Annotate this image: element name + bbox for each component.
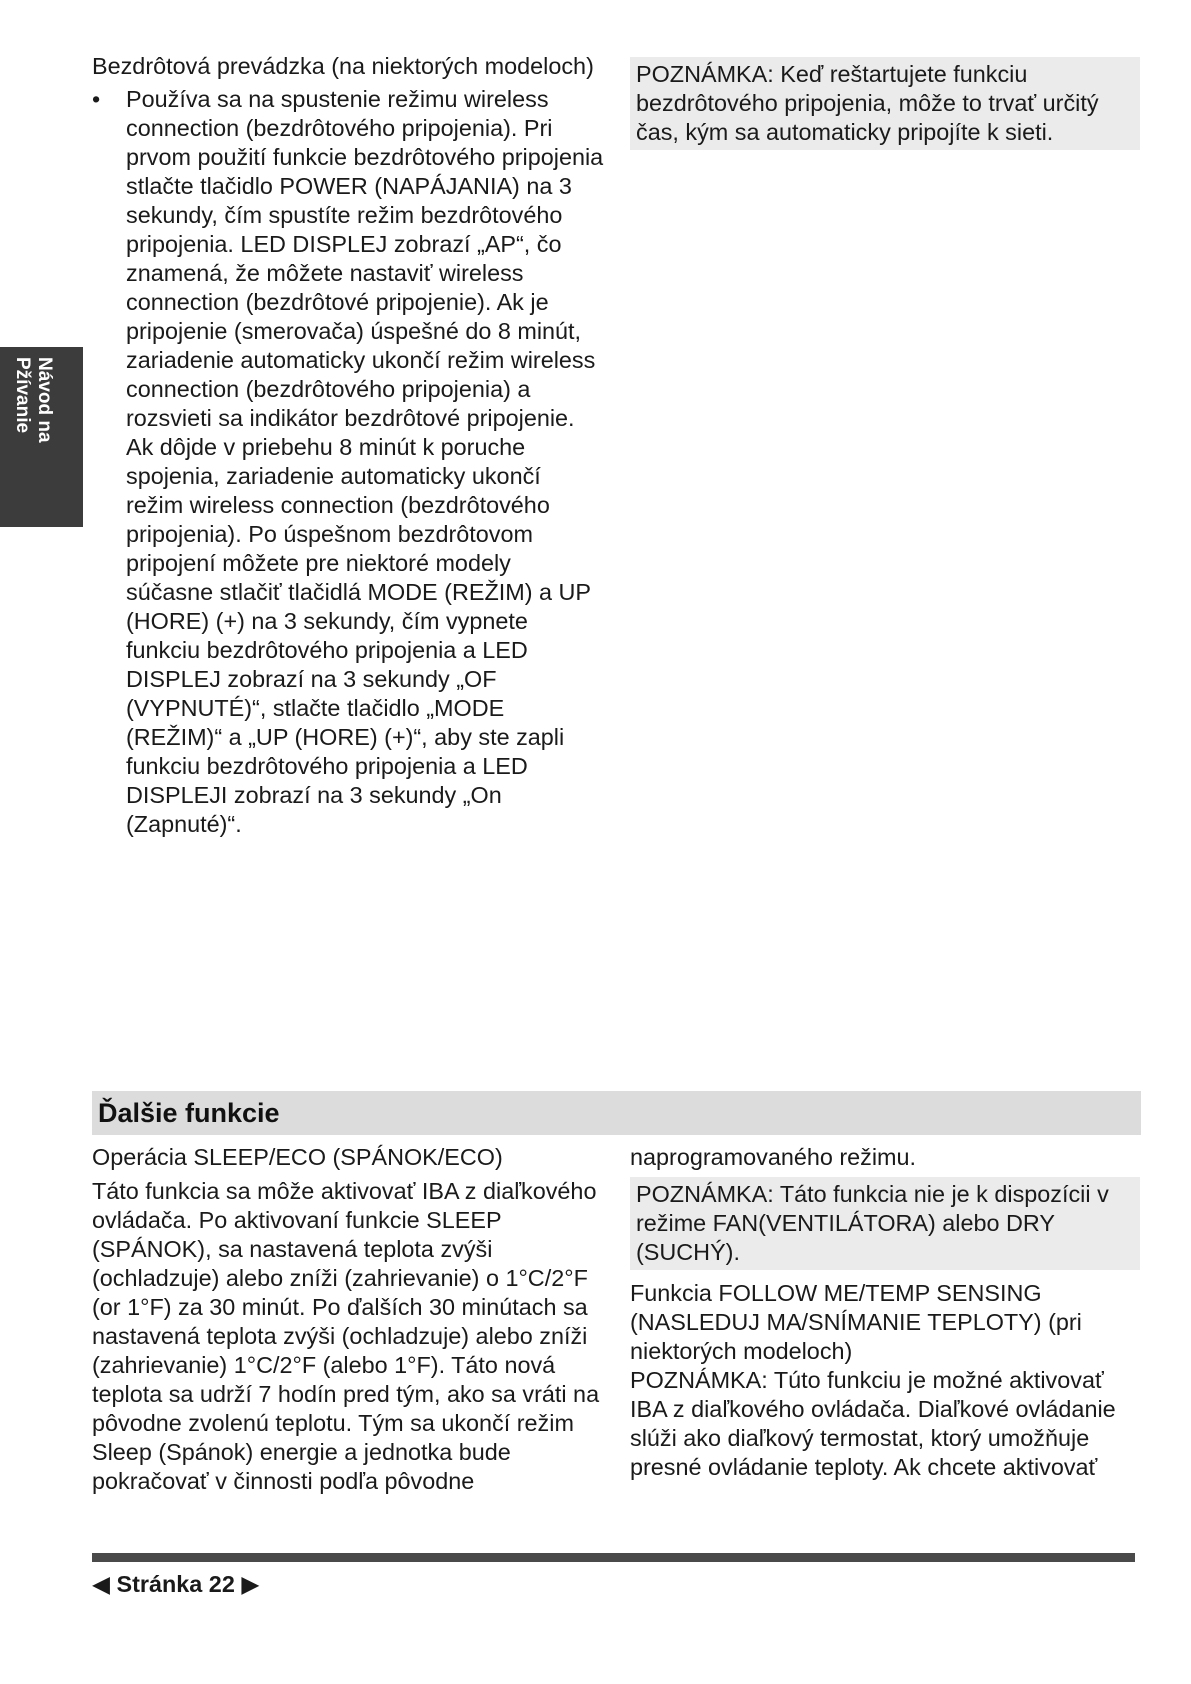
right-column-bottom <box>630 1143 1140 1482</box>
left-column-top <box>92 52 604 839</box>
bottom-rule <box>92 1553 1135 1562</box>
bullet-dot: • <box>92 86 101 112</box>
follow-me-heading: Funkcia FOLLOW ME/TEMP SENSING (NASLEDUJ MA/SNÍMANIE TEPLOTY) (pri niektorých modeloch) <box>630 1280 1082 1364</box>
section-title: Ďalšie funkcie <box>98 1098 280 1128</box>
prev-page-arrow-icon[interactable]: ◀ <box>92 1571 110 1597</box>
left-column-bottom <box>92 1143 604 1496</box>
sleep-continuation: naprogramovaného režimu. <box>630 1144 917 1170</box>
side-tab-line-1: Návod na <box>34 357 55 443</box>
follow-me-text: POZNÁMKA: Túto funkciu je možné aktivovať IBA z diaľkového ovládača. Diaľkové ovládanie slúži ako diaľkový termostat, ktorý umožňuje presné ovládanie teploty. Ak chcete aktivovať <box>630 1367 1116 1480</box>
next-page-arrow-icon[interactable]: ▶ <box>241 1571 260 1597</box>
wireless-note <box>630 57 1140 150</box>
wireless-heading: Bezdrôtová prevádzka (na niektorých modeloch) <box>92 53 594 79</box>
side-tab <box>0 347 83 527</box>
wireless-bullet <box>92 85 604 839</box>
page-footer <box>92 1569 259 1599</box>
sleep-text: Táto funkcia sa môže aktivovať IBA z diaľkového ovládača. Po aktivovaní funkcie SLEEP (SPÁNOK), sa nastavená teplota zvýši (ochladzuje) alebo zníži (zahrievanie) o 1°C/2°F (or 1°F) za 30 minút. Po ďalších 30 minútach sa nastavená teplota zvýši (ochladzuje) alebo zníži (zahrievanie) 1°C/2°F (alebo 1°F). Táto nová teplota sa udrží 7 hodín pred tým, ako sa vráti na pôvodne zvolenú teplotu. Tým sa ukončí režim Sleep (Spánok) energie a jednotka bude pokračovať v činnosti podľa pôvodne <box>92 1178 600 1494</box>
side-tab-line-2: Pžívanie <box>12 357 33 434</box>
sleep-note <box>630 1177 1140 1270</box>
side-tab-label <box>11 357 55 443</box>
section-header <box>92 1091 1141 1135</box>
right-column-top <box>630 57 1140 150</box>
wireless-bullet-text: Používa sa na spustenie režimu wireless connection (bezdrôtového pripojenia). Pri prvom použití funkcie bezdrôtového pripojenia stlačte tlačidlo POWER (NAPÁJANIA) na 3 sekundy, čím spustíte režim bezdrôtového pripojenia. LED DISPLEJ zobrazí „AP“, čo znamená, že môžete nastaviť wireless connection (bezdrôtové pripojenie). Ak je pripojenie (smerovača) úspešné do 8 minút, zariadenie automaticky ukončí režim wireless connection (bezdrôtového pripojenia) a rozsvieti sa indikátor bezdrôtové pripojenie. Ak dôjde v priebehu 8 minút k poruche spojenia, zariadenie automaticky ukončí režim wireless connection (bezdrôtového pripojenia). Po úspešnom bezdrôtovom pripojení môžete pre niektoré modely súčasne stlačiť tlačidlá MODE (REŽIM) a UP (HORE) (+) na 3 sekundy, čím vypnete funkciu bezdrôtového pripojenia a LED DISPLEJ zobrazí na 3 sekundy „OF (VYPNUTÉ)“, stlačte tlačidlo „MODE (REŽIM)“ a „UP (HORE) (+)“, aby ste zapli funkciu bezdrôtového pripojenia a LED DISPLEJI zobrazí na 3 sekundy „On (Zapnuté)“. <box>126 86 604 837</box>
sleep-heading: Operácia SLEEP/ECO (SPÁNOK/ECO) <box>92 1144 503 1170</box>
sleep-note-text: POZNÁMKA: Táto funkcia nie je k dispozícii v režime FAN(VENTILÁTORA) alebo DRY (SUCHÝ). <box>636 1181 1109 1265</box>
wireless-note-text: POZNÁMKA: Keď reštartujete funkciu bezdrôtového pripojenia, môže to trvať určitý čas, kým sa automaticky pripojíte k sieti. <box>636 61 1099 145</box>
page-number-label: Stránka 22 <box>116 1571 235 1597</box>
